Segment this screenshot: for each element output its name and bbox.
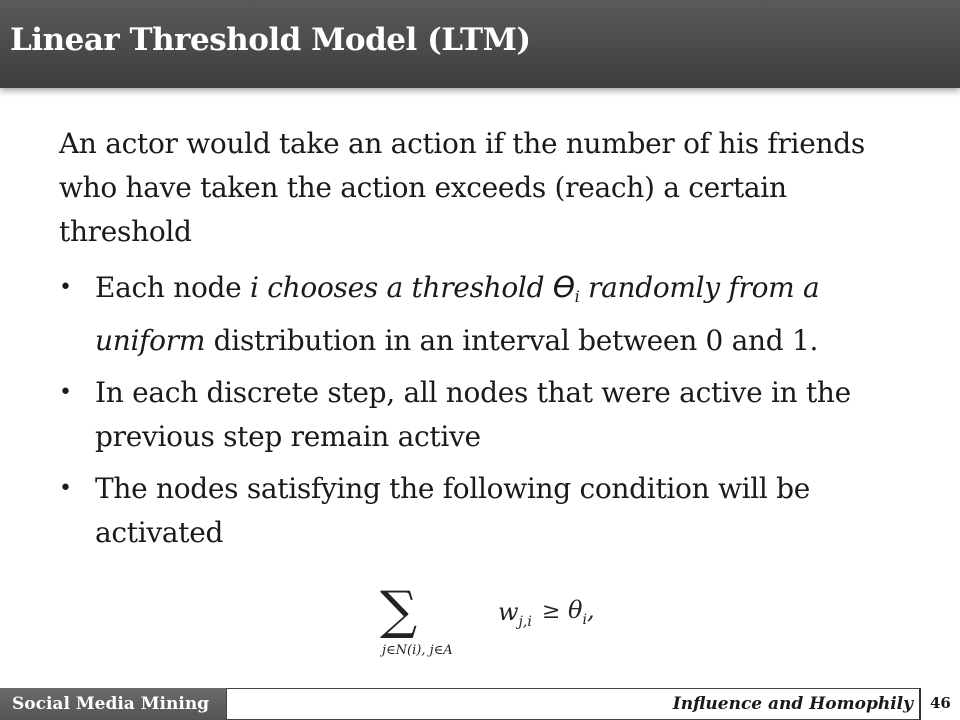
formula-theta-subscript: i [582,612,587,628]
ge-symbol: ≥ [542,599,561,624]
bullet-item-condition [59,467,919,555]
footer-topic-box [226,688,921,720]
weight-term [498,598,532,630]
bullet-item-active [59,371,919,459]
bullet-3-text: The nodes satisfying the following condition will be activated [95,472,811,549]
weight-symbol: w [498,598,519,626]
bullet-list [59,266,919,555]
theta-subscript: i [574,287,580,306]
bullet-1-text-b: i chooses a threshold [250,271,553,304]
footer-left-text: Social Media Mining [12,694,210,714]
title-bar [0,0,960,88]
footer-topic-text: Influence and Homophily [672,694,913,714]
bullet-1-text-a: Each node [95,271,251,304]
bullet-marker: • [59,476,72,501]
bullet-1-text-d: distribution in an interval between 0 and 1. [205,324,819,357]
bullet-marker: • [59,380,72,405]
slide-title: Linear Threshold Model (LTM) [10,22,531,58]
formula-theta: θ [568,596,583,624]
sum-symbol: ∑ [380,582,418,641]
bullet-marker: • [59,275,72,300]
bullet-1-text-c: randomly from a uniform [95,271,820,357]
theta-term [568,596,595,628]
bullet-2-text: In each discrete step, all nodes that were active in the previous step remain active [95,376,851,453]
activation-formula [380,582,620,662]
bullet-item-threshold [59,266,919,363]
weight-subscript: j,i [518,614,532,630]
theta-symbol: ϴ [552,271,575,304]
formula-comma: , [586,596,595,624]
sum-limits: j∈N(i), j∈A [382,643,453,658]
intro-paragraph: An actor would take an action if the number of his friends who have taken the action exceeds (reach) a certain threshold [59,127,865,248]
page-number: 46 [930,694,951,712]
footer-course-label [0,688,226,720]
